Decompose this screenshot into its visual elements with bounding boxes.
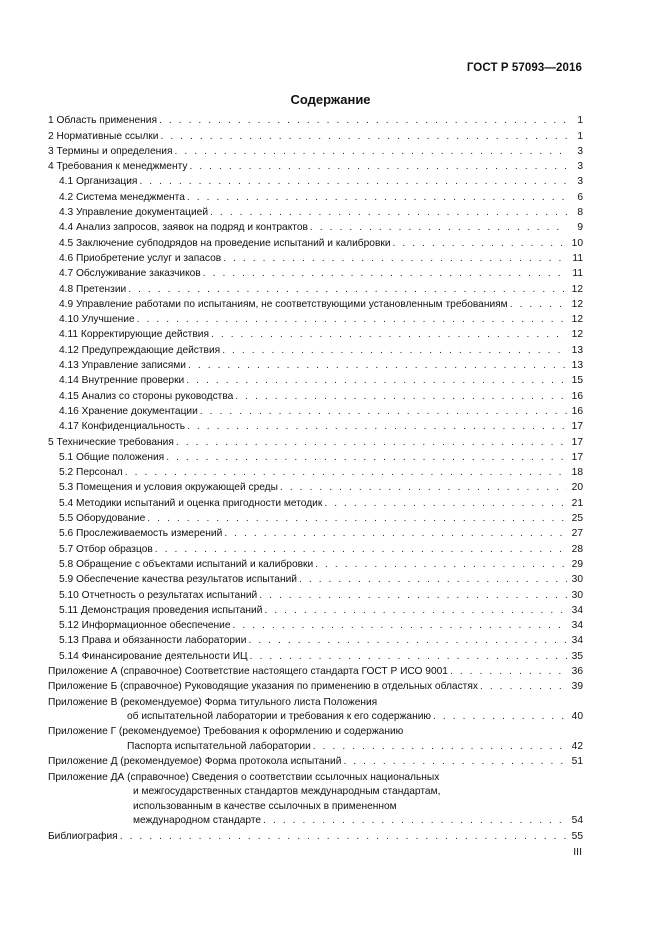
- toc-leader-dots: [510, 298, 567, 311]
- toc-entry-title: 1 Область применения: [48, 115, 157, 127]
- toc-leader-dots: [188, 359, 567, 372]
- toc-entry-title: 4.12 Предупреждающие действия: [59, 344, 221, 356]
- toc-leader-dots: [313, 740, 567, 753]
- toc-entry-page: 16: [571, 390, 583, 402]
- toc-entry[interactable]: [48, 372, 583, 387]
- toc-entry[interactable]: [48, 387, 583, 402]
- toc-entry[interactable]: [48, 250, 583, 265]
- toc-entry-title: 4.14 Внутренние проверки: [59, 375, 185, 387]
- toc-entry-page: 3: [577, 145, 583, 157]
- toc-entry-page: 12: [571, 314, 583, 326]
- toc-leader-dots: [233, 619, 567, 632]
- toc-leader-dots: [187, 420, 567, 433]
- toc-entry-title: 5.11 Демонстрация проведения испытаний: [59, 604, 263, 616]
- toc-leader-dots: [139, 175, 567, 188]
- toc-entry-title: 2 Нормативные ссылки: [48, 130, 159, 142]
- standard-designation: ГОСТ Р 57093—2016: [466, 62, 582, 74]
- toc-leader-dots: [120, 830, 567, 843]
- toc-entry[interactable]: [48, 663, 583, 678]
- toc-entry[interactable]: [48, 494, 583, 509]
- toc-entry-page: 12: [571, 298, 583, 310]
- toc-leader-dots: [147, 512, 567, 525]
- toc-entry[interactable]: [48, 479, 583, 494]
- toc-leader-dots: [189, 160, 567, 173]
- table-of-contents: [48, 112, 583, 843]
- toc-leader-dots: [187, 191, 567, 204]
- toc-entry-page: 17: [571, 451, 583, 463]
- toc-entry-page: 3: [577, 176, 583, 188]
- toc-entry-page: 54: [571, 815, 583, 827]
- toc-entry[interactable]: [48, 571, 583, 586]
- toc-entry-title: Библиография: [48, 830, 118, 842]
- toc-entry[interactable]: [48, 341, 583, 356]
- toc-leader-dots: [186, 374, 567, 387]
- toc-entry[interactable]: [48, 219, 583, 234]
- toc-leader-dots: [263, 814, 567, 827]
- toc-entry-page: 18: [571, 467, 583, 479]
- toc-entry[interactable]: [48, 112, 583, 127]
- toc-entry[interactable]: [48, 510, 583, 525]
- toc-entry-title: 4 Требования к менеджменту: [48, 161, 188, 173]
- toc-entry-page: 29: [571, 558, 583, 570]
- toc-leader-dots: [433, 710, 567, 723]
- toc-entry-title: 5.10 Отчетность о результатах испытаний: [59, 589, 258, 601]
- toc-entry-page: 20: [571, 482, 583, 494]
- toc-entry[interactable]: [48, 647, 583, 662]
- toc-leader-dots: [315, 558, 567, 571]
- toc-entry[interactable]: [48, 311, 583, 326]
- toc-leader-dots: [235, 390, 567, 403]
- toc-entry-page: 51: [571, 756, 583, 768]
- toc-entry-title: Приложение Г (рекомендуемое) Требования к оформлению и содержанию: [48, 726, 404, 738]
- toc-entry[interactable]: [48, 709, 583, 724]
- toc-entry[interactable]: [48, 449, 583, 464]
- toc-leader-dots: [203, 267, 567, 280]
- toc-leader-dots: [248, 634, 567, 647]
- toc-entry[interactable]: [48, 433, 583, 448]
- toc-entry-page: 12: [571, 283, 583, 295]
- toc-entry-page: 16: [571, 405, 583, 417]
- toc-entry-title: 4.15 Анализ со стороны руководства: [59, 390, 234, 402]
- toc-entry-title: 4.10 Улучшение: [59, 314, 135, 326]
- toc-leader-dots: [280, 481, 567, 494]
- toc-leader-dots: [264, 604, 567, 617]
- toc-leader-dots: [155, 543, 567, 556]
- toc-entry[interactable]: [48, 827, 583, 842]
- toc-entry-title: Приложение А (справочное) Соответствие настоящего стандарта ГОСТ Р ИСО 9001: [48, 665, 448, 677]
- toc-entry[interactable]: [48, 464, 583, 479]
- toc-entry[interactable]: [48, 693, 583, 708]
- toc-entry-page: 42: [571, 741, 583, 753]
- toc-entry[interactable]: [48, 188, 583, 203]
- toc-entry-page: 39: [571, 681, 583, 693]
- toc-entry-page: 30: [571, 589, 583, 601]
- toc-leader-dots: [159, 114, 567, 127]
- toc-title: Содержание: [290, 92, 371, 107]
- toc-entry[interactable]: [48, 525, 583, 540]
- toc-entry-title: 4.13 Управление записями: [59, 360, 186, 372]
- toc-entry-page: 15: [571, 375, 583, 387]
- toc-entry-title: Приложение ДА (справочное) Сведения о соответствии ссылочных национальных: [48, 771, 440, 783]
- toc-leader-dots: [324, 497, 567, 510]
- toc-leader-dots: [176, 436, 567, 449]
- toc-entry-title: 5.13 Права и обязанности лаборатории: [59, 635, 247, 647]
- toc-entry[interactable]: [48, 798, 583, 813]
- toc-entry[interactable]: [48, 326, 583, 341]
- toc-entry-title: 4.5 Заключение субподрядов на проведение испытаний и калибровки: [59, 237, 391, 249]
- toc-entry-title: 5.8 Обращение с объектами испытаний и калибровки: [59, 558, 314, 570]
- toc-entry-title: 5.3 Помещения и условия окружающей среды: [59, 482, 278, 494]
- toc-entry-title: 4.9 Управление работами по испытаниям, не соответствующими установленным требованиям: [59, 298, 508, 310]
- toc-leader-dots: [480, 680, 567, 693]
- toc-leader-dots: [310, 221, 567, 234]
- toc-entry-title: и межгосударственных стандартов международным стандартам,: [133, 786, 441, 798]
- toc-entry-title: 3 Термины и определения: [48, 145, 173, 157]
- toc-entry-page: 1: [577, 130, 583, 142]
- toc-entry-page: 27: [571, 528, 583, 540]
- toc-entry-page: 40: [571, 711, 583, 723]
- toc-leader-dots: [160, 130, 567, 143]
- toc-entry[interactable]: [48, 723, 583, 738]
- toc-entry[interactable]: [48, 280, 583, 295]
- toc-entry[interactable]: [48, 540, 583, 555]
- toc-entry[interactable]: [48, 357, 583, 372]
- toc-entry-title: 4.8 Претензии: [59, 283, 127, 295]
- toc-entry-page: 28: [571, 543, 583, 555]
- toc-entry-title: 4.3 Управление документацией: [59, 207, 209, 219]
- toc-entry-page: 55: [571, 830, 583, 842]
- toc-entry[interactable]: [48, 158, 583, 173]
- toc-entry-title: 4.16 Хранение документации: [59, 405, 198, 417]
- toc-entry[interactable]: [48, 784, 583, 799]
- toc-entry-title: Приложение В (рекомендуемое) Форма титульного листа Положения: [48, 696, 378, 708]
- toc-entry[interactable]: [48, 403, 583, 418]
- toc-entry[interactable]: [48, 234, 583, 249]
- toc-entry-title: 4.4 Анализ запросов, заявок на подряд и контрактов: [59, 222, 308, 234]
- toc-entry[interactable]: [48, 143, 583, 158]
- toc-entry-page: 25: [571, 513, 583, 525]
- toc-leader-dots: [250, 650, 567, 663]
- toc-entry-page: 17: [571, 421, 583, 433]
- toc-entry[interactable]: [48, 632, 583, 647]
- toc-entry-title: 5.7 Отбор образцов: [59, 543, 153, 555]
- toc-leader-dots: [299, 573, 567, 586]
- toc-leader-dots: [166, 451, 567, 464]
- toc-entry[interactable]: [48, 173, 583, 188]
- toc-entry[interactable]: [48, 813, 583, 828]
- toc-entry-title: 4.1 Организация: [59, 176, 138, 188]
- toc-entry-page: 8: [577, 207, 583, 219]
- toc-leader-dots: [223, 252, 567, 265]
- toc-entry-title: 5.12 Информационное обеспечение: [59, 620, 231, 632]
- toc-leader-dots: [224, 527, 567, 540]
- toc-entry-page: 12: [571, 329, 583, 341]
- toc-entry-title: 5.2 Персонал: [59, 467, 123, 479]
- toc-entry[interactable]: [48, 753, 583, 768]
- toc-entry-title: 4.17 Конфиденциальность: [59, 421, 185, 433]
- toc-leader-dots: [211, 328, 567, 341]
- toc-entry[interactable]: [48, 296, 583, 311]
- toc-entry-title: Паспорта испытательной лаборатории: [127, 741, 311, 753]
- toc-entry-title: Приложение Б (справочное) Руководящие указания по применению в отдельных областях: [48, 681, 478, 693]
- toc-leader-dots: [222, 344, 567, 357]
- toc-entry-page: 35: [571, 650, 583, 662]
- toc-entry[interactable]: [48, 602, 583, 617]
- toc-entry-page: 36: [571, 665, 583, 677]
- toc-entry[interactable]: [48, 556, 583, 571]
- toc-leader-dots: [174, 145, 567, 158]
- toc-leader-dots: [343, 755, 567, 768]
- toc-entry-page: 34: [571, 604, 583, 616]
- toc-entry-page: 9: [577, 222, 583, 234]
- toc-entry-title: 4.7 Обслуживание заказчиков: [59, 268, 201, 280]
- toc-entry-title: международном стандарте: [133, 815, 262, 827]
- toc-leader-dots: [393, 237, 567, 250]
- toc-entry[interactable]: [48, 127, 583, 142]
- toc-entry[interactable]: [48, 586, 583, 601]
- toc-leader-dots: [200, 405, 567, 418]
- toc-leader-dots: [210, 206, 567, 219]
- toc-leader-dots: [137, 313, 567, 326]
- toc-entry-page: 21: [571, 497, 583, 509]
- toc-entry[interactable]: [48, 204, 583, 219]
- toc-entry-title: 4.6 Приобретение услуг и запасов: [59, 252, 222, 264]
- toc-entry[interactable]: [48, 678, 583, 693]
- toc-entry-title: использованным в качестве ссылочных в примененном: [133, 800, 397, 812]
- toc-entry[interactable]: [48, 738, 583, 753]
- toc-entry[interactable]: [48, 768, 583, 783]
- toc-entry-title: Приложение Д (рекомендуемое) Форма протокола испытаний: [48, 756, 342, 768]
- toc-entry-page: 10: [571, 237, 583, 249]
- toc-entry-page: 13: [571, 360, 583, 372]
- toc-leader-dots: [128, 283, 567, 296]
- toc-entry-page: 34: [571, 620, 583, 632]
- toc-entry-title: 5.9 Обеспечение качества результатов испытаний: [59, 574, 297, 586]
- toc-entry-page: 3: [577, 161, 583, 173]
- toc-entry-title: об испытательной лаборатории и требования к его содержанию: [127, 711, 432, 723]
- toc-entry-page: 11: [572, 268, 583, 280]
- toc-entry-page: 1: [577, 115, 583, 127]
- toc-entry-page: 17: [571, 436, 583, 448]
- toc-entry-page: 13: [571, 344, 583, 356]
- toc-entry-title: 5.6 Прослеживаемость измерений: [59, 528, 223, 540]
- toc-entry[interactable]: [48, 617, 583, 632]
- toc-entry-title: 4.2 Система менеджмента: [59, 191, 185, 203]
- toc-entry-title: 4.11 Корректирующие действия: [59, 329, 209, 341]
- toc-leader-dots: [259, 589, 567, 602]
- page-number: III: [573, 846, 582, 858]
- toc-entry-title: 5 Технические требования: [48, 436, 174, 448]
- toc-leader-dots: [125, 466, 567, 479]
- toc-entry-page: 11: [572, 252, 583, 264]
- toc-entry-title: 5.14 Финансирование деятельности ИЦ: [59, 650, 248, 662]
- toc-leader-dots: [450, 665, 567, 678]
- toc-entry[interactable]: [48, 418, 583, 433]
- toc-entry-title: 5.1 Общие положения: [59, 451, 165, 463]
- toc-entry-page: 30: [571, 574, 583, 586]
- toc-entry[interactable]: [48, 265, 583, 280]
- toc-entry-title: 5.5 Оборудование: [59, 513, 146, 525]
- toc-entry-page: 6: [577, 191, 583, 203]
- toc-entry-page: 34: [571, 635, 583, 647]
- toc-entry-title: 5.4 Методики испытаний и оценка пригодности методик: [59, 497, 323, 509]
